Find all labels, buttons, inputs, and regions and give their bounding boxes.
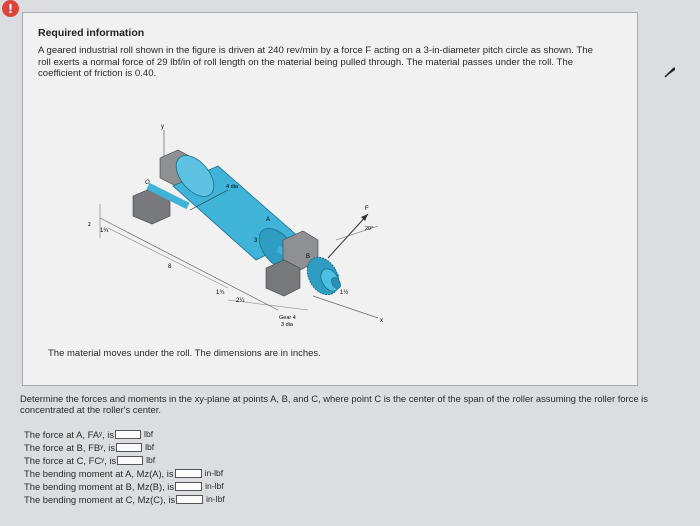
unit-label: lbf [145, 442, 155, 452]
moment-a-input[interactable] [175, 469, 202, 478]
alert-icon: ! [2, 0, 19, 17]
label-b: B [306, 254, 311, 260]
answer-row-moment-a [24, 467, 225, 479]
moment-b-input[interactable] [175, 482, 202, 491]
label-x: x [380, 318, 383, 324]
answer-row-moment-b [24, 480, 225, 492]
label-dim-3: 8 [168, 264, 172, 270]
info-title: Required information [38, 27, 145, 39]
dimension-line [108, 228, 228, 288]
answer-label: The bending moment at C, Mz(C), is [24, 493, 176, 505]
label-f: F [365, 206, 369, 212]
force-c-input[interactable] [117, 456, 143, 465]
required-information-panel [22, 12, 638, 386]
label-dia: 4 dia [226, 184, 238, 190]
label-dim-6: 1½ [340, 290, 349, 296]
unit-label: lbf [144, 429, 154, 439]
answer-label: The bending moment at A, Mz(A), is [24, 467, 174, 479]
label-gear: Gear 4 [279, 315, 296, 321]
unit-label: in-lbf [205, 481, 224, 491]
label-z: z [88, 222, 91, 228]
figure-caption: The material moves under the roll. The dimensions are in inches. [48, 348, 321, 359]
answer-label: The force at A, FAʸ, is [24, 428, 115, 440]
force-a-input[interactable] [115, 430, 141, 439]
answer-label: The bending moment at B, Mz(B), is [24, 480, 175, 492]
unit-label: lbf [146, 455, 156, 465]
label-o: O [145, 180, 150, 186]
bearing-block-b [266, 260, 300, 296]
force-b-input[interactable] [116, 443, 142, 452]
unit-label: in-lbf [206, 494, 225, 504]
label-dim-4: 1¾ [216, 290, 225, 296]
label-gear-dia: 3 dia [281, 322, 293, 328]
question-text: Determine the forces and moments in the xy-plane at points A, B, and C, where point C is the center of the span of the roller assuming the roller force is concentrated at the roller's center. [20, 393, 648, 415]
label-dim-1: 1¾ [100, 228, 109, 234]
answer-row-force-c [24, 454, 225, 466]
answer-label: The force at B, FBʸ, is [24, 441, 116, 453]
info-body: A geared industrial roll shown in the figure is driven at 240 rev/min by a force F acting on a 3-in-diameter pitch circle as shown. The roll exerts a normal force of 29 lbf/in of roll length on the material being pulled through. The material passes under the roll. The coefficient of friction is 0.40. [38, 45, 593, 79]
label-dim-5: 3 [254, 238, 258, 244]
label-dim-2: 2¼ [236, 298, 245, 304]
unit-label: in-lbf [204, 468, 224, 478]
answer-row-force-a [24, 428, 225, 440]
label-y: y [161, 124, 164, 130]
x-axis-line [313, 296, 378, 318]
label-a: A [266, 217, 271, 223]
answer-row-force-b [24, 441, 225, 453]
answer-form [24, 428, 225, 506]
answer-row-moment-c [24, 493, 225, 505]
moment-c-input[interactable] [176, 495, 203, 504]
label-angle: 20° [365, 226, 374, 232]
answer-label: The force at C, FCʸ, is [24, 454, 117, 466]
roll-figure [78, 118, 398, 333]
cursor-arrow-icon [664, 66, 676, 78]
